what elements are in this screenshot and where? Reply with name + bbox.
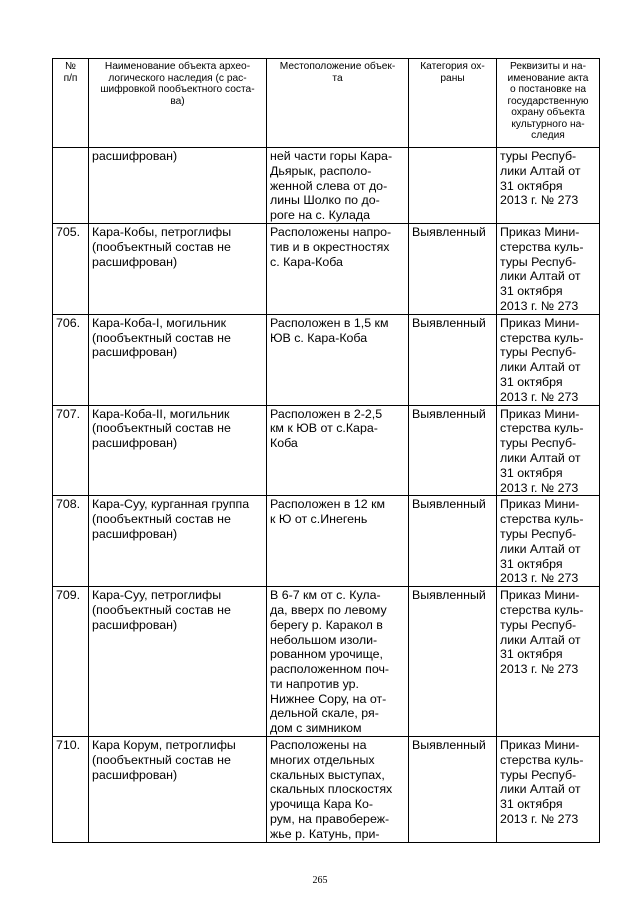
row-category: Выявленный [409,496,497,587]
row-category: Выявленный [409,314,497,405]
row-category: Выявленный [409,737,497,843]
row-category: Выявленный [409,587,497,737]
row-location: Расположен в 1,5 км ЮВ с. Кара-Коба [267,314,409,405]
row-requisites: Приказ Мини- стерства куль- туры Респуб- лики Алтай от 31 октября 2013 г. № 273 [497,737,600,843]
header-requisites: Реквизиты и на- именование акта о постановке на государственную охрану объекта культурного на- следия [497,59,600,148]
row-location: В 6-7 км от с. Кула- да, вверх по левому берегу р. Каракол в небольшом изоли- рованном урочище, расположенном поч- ти напротив ур. Нижнее Сору, на от- дельной скале, ря- дом с зимником [267,587,409,737]
row-name: Кара Корум, петроглифы (пообъектный состав не расшифрован) [89,737,267,843]
header-location: Местоположение объек- та [267,59,409,148]
row-location: Расположены на многих отдельных скальных выступах, скальных плоскостях урочища Кара Ко- рум, на правобереж- жье р. Катунь, при- [267,737,409,843]
row-location: Расположен в 2-2,5 км к ЮВ от с.Кара- Коба [267,405,409,496]
table-row [53,405,600,496]
table-row [53,148,600,224]
row-name: Кара-Кобы, петроглифы (пообъектный состав не расшифрован) [89,223,267,314]
header-category: Категория ох- раны [409,59,497,148]
row-requisites: Приказ Мини- стерства куль- туры Респуб- лики Алтай от 31 октября 2013 г. № 273 [497,405,600,496]
header-num: № п/п [53,59,89,148]
row-num: 707. [53,405,89,496]
page-number: 265 [312,875,328,886]
row-name: Кара-Суу, курганная группа (пообъектный состав не расшифрован) [89,496,267,587]
table-row [53,496,600,587]
row-num: 709. [53,587,89,737]
table-row [53,314,600,405]
row-requisites: Приказ Мини- стерства куль- туры Респуб- лики Алтай от 31 октября 2013 г. № 273 [497,223,600,314]
row-num: 706. [53,314,89,405]
row-name: расшифрован) [89,148,267,224]
row-num: 705. [53,223,89,314]
row-requisites: туры Респуб- лики Алтай от 31 октября 2013 г. № 273 [497,148,600,224]
row-location: Расположены напро- тив и в окрестностях с. Кара-Коба [267,223,409,314]
header-name: Наименование объекта архео- логического наследия (с рас- шифровкой пообъектного соста- ва) [89,59,267,148]
table-row [53,737,600,843]
row-name: Кара-Суу, петроглифы (пообъектный состав не расшифрован) [89,587,267,737]
row-location: ней части горы Кара- Дьярык, располо- женной слева от до- лины Шолко по до- роге на с. Кулада [267,148,409,224]
row-num: 710. [53,737,89,843]
heritage-register-table [52,58,600,843]
row-num: 708. [53,496,89,587]
row-location: Расположен в 12 км к Ю от с.Инегень [267,496,409,587]
row-requisites: Приказ Мини- стерства куль- туры Респуб- лики Алтай от 31 октября 2013 г. № 273 [497,314,600,405]
row-requisites: Приказ Мини- стерства куль- туры Респуб- лики Алтай от 31 октября 2013 г. № 273 [497,587,600,737]
row-category: Выявленный [409,405,497,496]
row-category: Выявленный [409,223,497,314]
table-row [53,223,600,314]
row-name: Кара-Коба-I, могильник (пообъектный состав не расшифрован) [89,314,267,405]
row-name: Кара-Коба-II, могильник (пообъектный состав не расшифрован) [89,405,267,496]
table-header-row [53,59,600,148]
row-requisites: Приказ Мини- стерства куль- туры Респуб- лики Алтай от 31 октября 2013 г. № 273 [497,496,600,587]
row-num [53,148,89,224]
table-row [53,587,600,737]
row-category [409,148,497,224]
